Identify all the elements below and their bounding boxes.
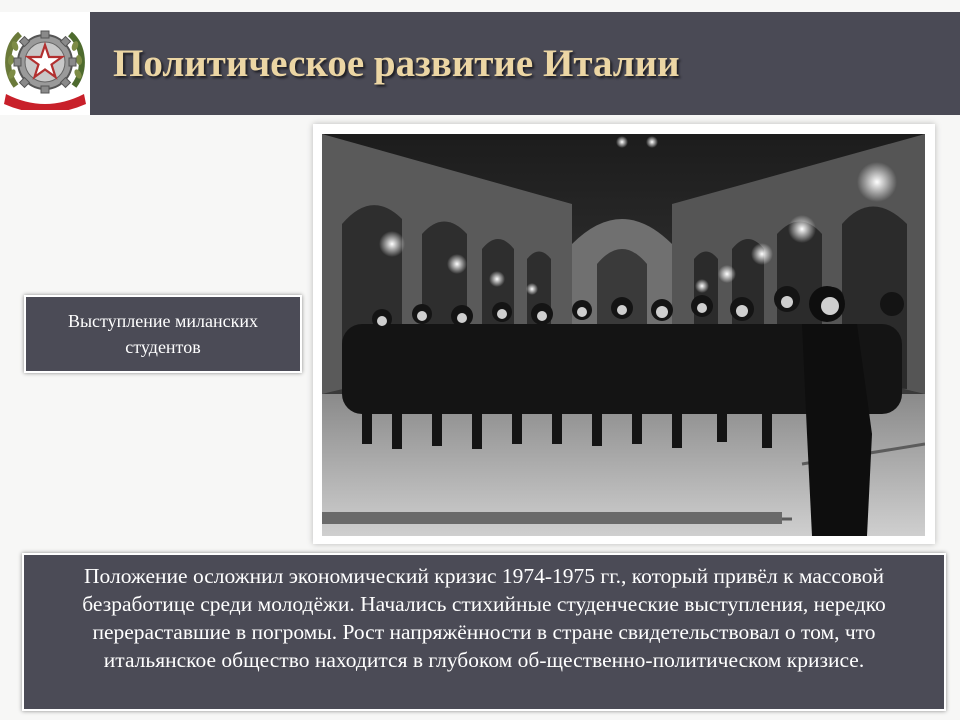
- body-text: Положение осложнил экономический кризис 1974-1975 гг., который привёл к массовой безработице среди молодёжи. Начались стихийные студенческие выступления, нередко перераставшие в погромы. Рост напряжённости в стране свидетельствовал о том, что итальянское общество находится в глубоком об-щественно-политическом кризисе.: [82, 564, 886, 672]
- body-text-box: [22, 553, 946, 711]
- italian-emblem-icon: [0, 12, 90, 115]
- milan-students-march-photo: [322, 134, 925, 536]
- photo-caption: Выступление миланских студентов: [67, 311, 259, 357]
- photo-caption-box: [24, 295, 302, 373]
- page-title: Политическое развитие Италии: [113, 42, 680, 85]
